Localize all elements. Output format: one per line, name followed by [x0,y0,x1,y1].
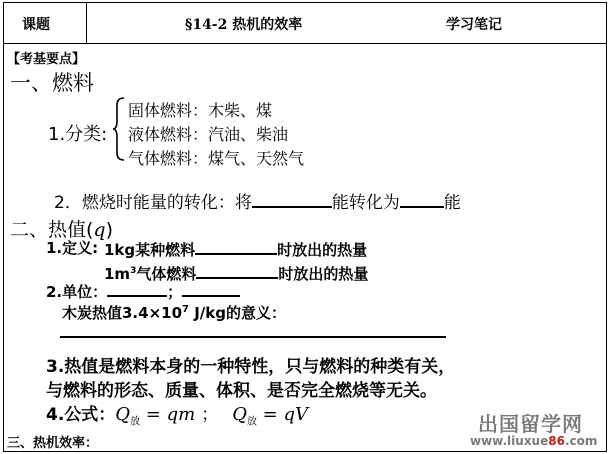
header-bottom-border [3,43,607,44]
topic-header: 课题 [22,17,50,33]
notes-header: 学习笔记 [446,17,502,33]
header-divider [86,2,87,44]
classification-item-liquid: 液体燃料：汽油、柴油 [128,125,289,144]
charcoal-exp: 7 [182,304,189,315]
definition-gas-prefix: 1m [104,265,131,283]
definition-label: 1.定义: [46,239,99,257]
formula-1-sub: 放 [130,416,141,428]
heat-value-heading-text: 二、热值( [10,219,94,241]
section-title: §14-2 热机的效率 [185,17,303,33]
energy-conversion-line [54,188,461,213]
classification-item-gas: 气体燃料：煤气、天然气 [128,149,305,168]
definition-gas-tail: 时放出的热量 [278,265,369,283]
watermark-title: 出国留学网 [478,412,583,436]
formula-1-rhs: = qm [140,404,196,425]
definition-gas-text: 气体燃料 [136,265,197,283]
formula-2-sub: 放 [246,416,257,428]
table-top-border [3,2,607,3]
definition-solid-text: 1kg某种燃料 [104,241,196,259]
charcoal-answer-line[interactable] [60,336,446,338]
unit-label: 2.单位： [46,283,108,301]
table-bottom-border [3,451,607,452]
energy-text-after: 能 [443,193,461,213]
definition-solid-tail: 时放出的热量 [277,241,368,259]
formula-1-q: Q [115,404,131,425]
section-tag: 【考基要点】 [7,52,86,67]
efficiency-heading: 三、热机效率： [7,436,99,451]
property-line-2: 与燃料的形态、质量、体积、是否完全燃烧等无关。 [46,381,437,401]
formula-2-rhs: = qV [256,404,308,425]
brace-graphic [112,96,126,162]
energy-blank-2[interactable] [400,188,444,208]
table-right-border [606,2,607,452]
watermark-url [470,434,597,448]
unit-blank-1[interactable] [107,281,167,297]
unit-blank-2[interactable] [182,281,240,297]
unit-line [46,281,240,302]
watermark-url-highlight: 86 [548,434,565,448]
watermark-url-suffix: .com [564,434,598,448]
definition-gas-sup: 3 [130,266,137,276]
definition-solid-blank[interactable] [195,237,277,255]
table-left-border [3,2,4,452]
property-line-1: 3.热值是燃料本身的一种特性，只与燃料的种类有关， [46,357,456,377]
energy-text-before: 2．燃烧时能量的转化：将 [54,193,252,213]
formula-label: 4.公式： [46,405,116,425]
energy-blank-1[interactable] [252,188,332,208]
fuel-heading: 一、燃料 [10,71,94,95]
definition-solid [104,237,367,260]
left-brace [112,96,126,162]
unit-separator: ； [167,283,183,301]
definition-gas-blank[interactable] [196,261,278,279]
charcoal-line [62,302,286,323]
charcoal-suffix: J/kg的意义： [188,304,286,322]
charcoal-prefix: 木炭热值3.4×10 [62,304,183,322]
heat-value-symbol: q [93,219,106,241]
classification-label: 1.分类: [48,124,108,145]
classification-item-solid: 固体燃料：木柴、煤 [128,101,273,120]
watermark-url-prefix: www.liuxue [470,434,549,448]
heat-value-heading-close: ) [105,219,114,241]
formula-2-q: Q [232,404,247,425]
formula-line [46,400,308,427]
energy-text-middle: 能转化为 [331,193,400,213]
formula-separator: ； [201,405,219,425]
